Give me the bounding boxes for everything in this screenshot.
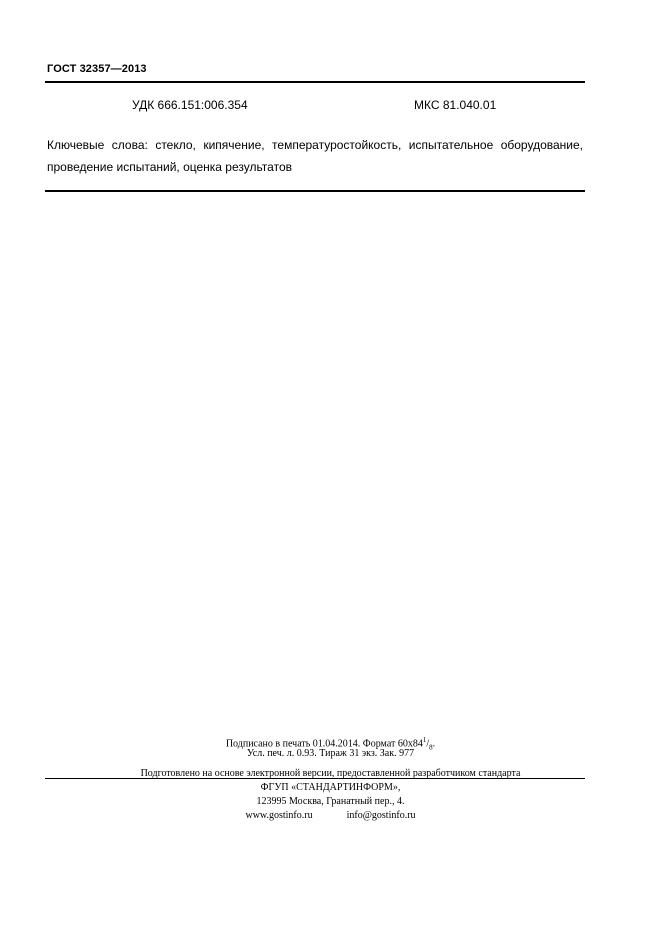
- format-numerator: 1: [422, 736, 427, 744]
- print-details-line: Усл. печ. л. 0.93. Тираж 31 экз. Зак. 977: [246, 748, 415, 759]
- mks-code: МКС 81.040.01: [414, 98, 497, 112]
- udk-code: УДК 666.151:006.354: [132, 98, 248, 112]
- prepared-note: Подготовлено на основе электронной версии, предоставленной разработчиком стандарта: [140, 768, 521, 779]
- publisher-address: 123995 Москва, Гранатный пер., 4.: [256, 796, 405, 807]
- format-separator: /: [426, 738, 430, 750]
- standard-number: ГОСТ 32357—2013: [47, 63, 147, 75]
- contact-line: [0, 809, 661, 823]
- email-link[interactable]: info@gostinfo.ru: [346, 810, 416, 821]
- signed-text: Подписано в печать 01.04.2014. Формат 60х84: [225, 738, 423, 750]
- keywords-paragraph: Ключевые слова: стекло, кипячение, температуростойкость, испытательное оборудование, проведение испытаний, оценка результатов: [47, 138, 583, 174]
- keywords-divider: [45, 190, 585, 192]
- header-divider: [45, 81, 585, 83]
- imprint-divider: [45, 778, 585, 779]
- publisher-name: ФГУП «СТАНДАРТИНФОРМ»,: [260, 782, 401, 793]
- format-denominator: 8: [429, 743, 433, 752]
- website-link[interactable]: www.gostinfo.ru: [245, 810, 313, 821]
- format-end: .: [432, 738, 436, 750]
